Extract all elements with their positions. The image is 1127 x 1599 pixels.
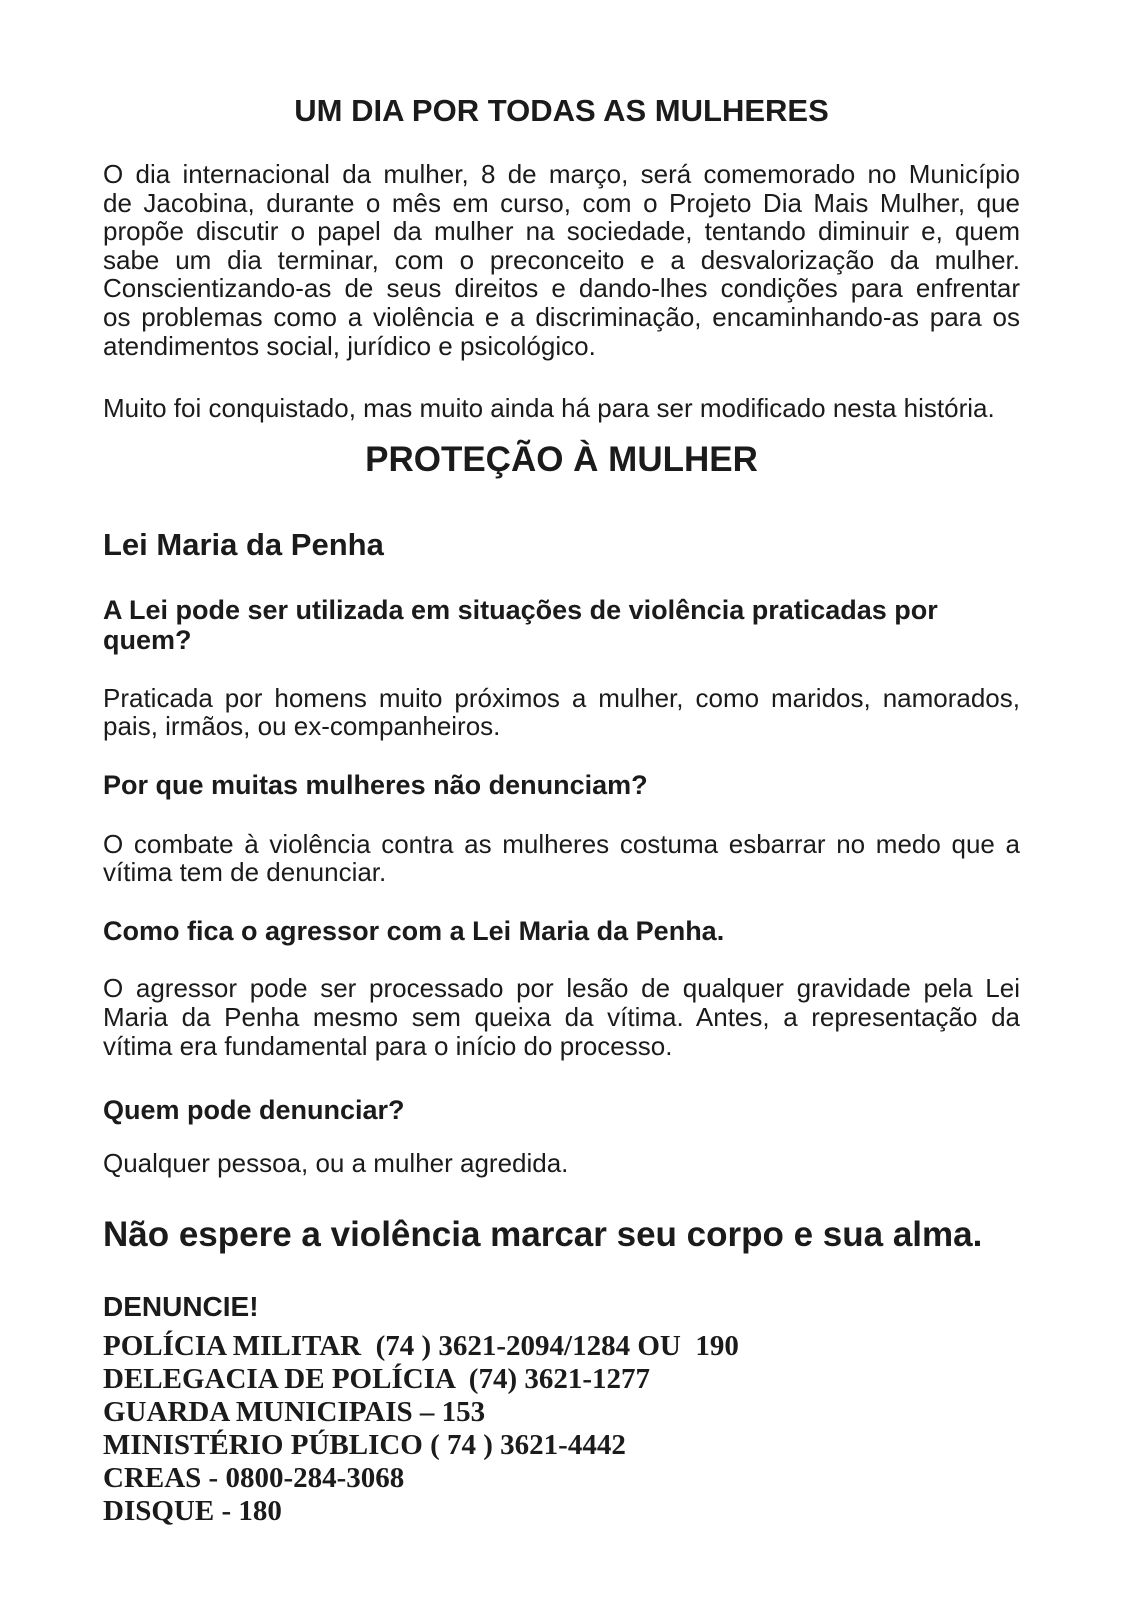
- contact-line-policia-militar: POLÍCIA MILITAR (74 ) 3621-2094/1284 OU 190: [103, 1329, 739, 1362]
- document-title: UM DIA POR TODAS AS MULHERES: [294, 93, 829, 128]
- answer-line: vítima tem de denunciar.: [103, 857, 387, 888]
- contact-line-guarda-municipais: GUARDA MUNICIPAIS – 153: [103, 1395, 486, 1428]
- answer-line: O agressor pode ser processado por lesão de qualquer gravidade pela Lei: [103, 973, 1020, 1004]
- conquest-line: Muito foi conquistado, mas muito ainda há para ser modificado nesta história.: [103, 393, 995, 424]
- conquest-paragraph: [103, 394, 1020, 423]
- contact-line-creas: CREAS - 0800-284-3068: [103, 1461, 405, 1494]
- answer-line: vítima era fundamental para o início do processo.: [103, 1030, 673, 1061]
- intro-paragraph: [103, 160, 1020, 360]
- contact-line-disque: DISQUE - 180: [103, 1494, 282, 1527]
- intro-line: propõe discutir o papel da mulher na sociedade, tentando diminuir e, quem: [103, 216, 1020, 247]
- answer-line: pais, irmãos, ou ex-companheiros.: [103, 711, 501, 742]
- warning-heading: Não espere a violência marcar seu corpo e sua alma.: [103, 1214, 983, 1254]
- intro-line: os problemas como a violência e a discriminação, encaminhando-as para os: [103, 301, 1020, 332]
- question-heading: Quem pode denunciar?: [103, 1095, 405, 1126]
- intro-line: O dia internacional da mulher, 8 de março, será comemorado no Município: [103, 159, 1020, 189]
- contact-line-delegacia: DELEGACIA DE POLÍCIA (74) 3621-1277: [103, 1362, 651, 1395]
- intro-line: de Jacobina, durante o mês em curso, com o Projeto Dia Mais Mulher, que: [103, 187, 1020, 218]
- answer-paragraph: [103, 684, 1020, 741]
- intro-line: Conscientizando-as de seus direitos e dando-lhes condições para enfrentar: [103, 273, 1020, 304]
- answer-paragraph: [103, 830, 1020, 887]
- answer-paragraph: [103, 974, 1020, 1060]
- question-heading: A Lei pode ser utilizada em situações de violência praticadas por quem?: [103, 595, 938, 655]
- question-heading: Por que muitas mulheres não denunciam?: [103, 769, 648, 800]
- answer-line: Praticada por homens muito próximos a mulher, como maridos, namorados,: [103, 682, 1020, 713]
- answer-line: O combate à violência contra as mulheres costuma esbarrar no medo que a: [103, 828, 1020, 859]
- answer-paragraph: [103, 1149, 1020, 1178]
- question-heading: Como fica o agressor com a Lei Maria da Penha.: [103, 915, 725, 946]
- denuncie-heading: DENUNCIE!: [103, 1291, 259, 1323]
- contact-list: [103, 1330, 1020, 1528]
- contact-line-ministerio-publico: MINISTÉRIO PÚBLICO ( 74 ) 3621-4442: [103, 1428, 626, 1461]
- intro-line: sabe um dia terminar, com o preconceito e a desvalorização da mulher.: [103, 244, 1020, 275]
- answer-line: Qualquer pessoa, ou a mulher agredida.: [103, 1147, 569, 1178]
- subsection-heading-lei-maria-da-penha: Lei Maria da Penha: [103, 527, 384, 563]
- section-heading-protecao: PROTEÇÃO À MULHER: [365, 439, 758, 479]
- answer-line: Maria da Penha mesmo sem queixa da vítima. Antes, a representação da: [103, 1002, 1020, 1033]
- intro-line: atendimentos social, jurídico e psicológico.: [103, 330, 596, 361]
